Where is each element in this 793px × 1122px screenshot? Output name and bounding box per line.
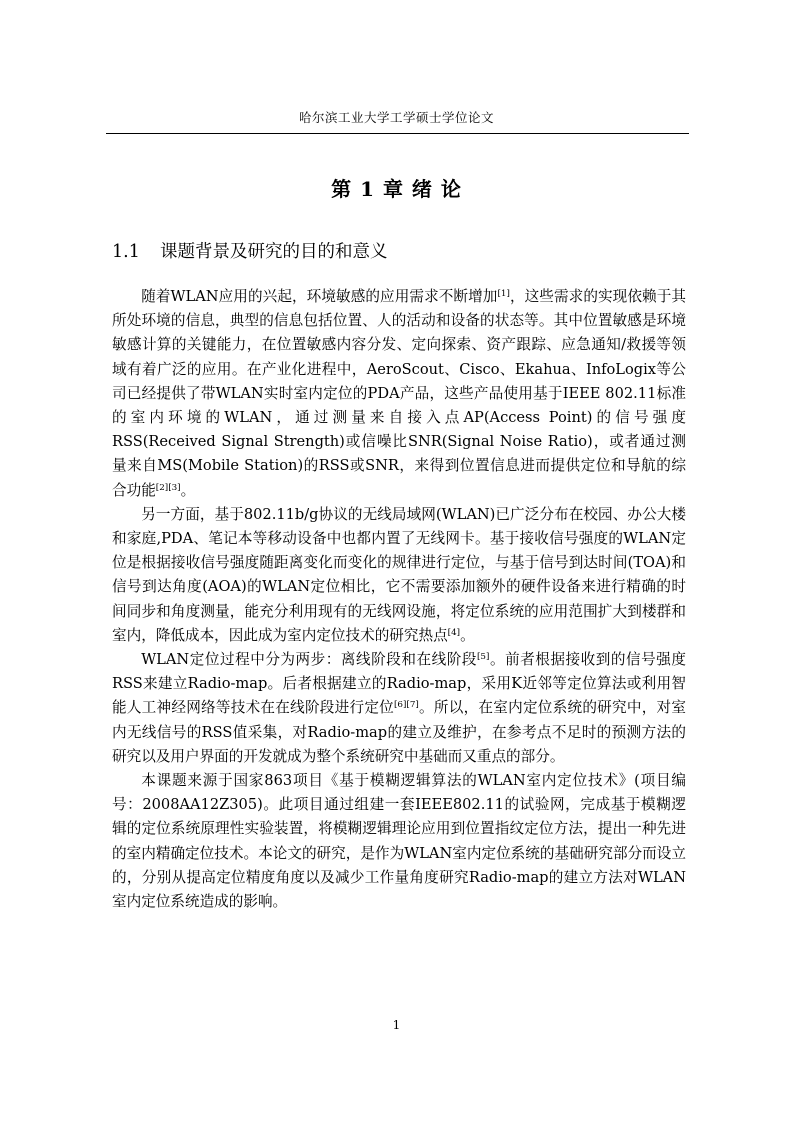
paragraph-text: 随着WLAN应用的兴起，环境敏感的应用需求不断增加 <box>141 288 498 305</box>
running-header: 哈尔滨工业大学工学硕士学位论文 <box>298 110 494 125</box>
paragraph-text: 。所以，在室内定位系统的研究中，对室内无线信号的RSS值采集，对Radio-map的建立及维护，在参考点不足时的预测方法的研究以及用户界面的开发就成为整个系统研究中基础而又重点的部分。 <box>112 699 686 765</box>
header-rule <box>106 133 689 134</box>
citation-ref: [2][3] <box>155 482 181 493</box>
paragraph-text: 。 <box>180 481 196 499</box>
paragraph-text: WLAN定位过程中分为两步：离线阶段和在线阶段 <box>141 651 478 669</box>
paragraph-text: 本课题来源于国家863项目《基于模糊逻辑算法的WLAN室内定位技术》(项目编号：2008AA12Z305)。此项目通过组建一套IEEE802.11的试验网，完成基于模糊逻辑的定位系统原理性实验装置，将模糊逻辑理论应用到位置指纹定位方法，提出一种先进的室内精确定位技术。本论文的研究，是作为WLAN室内定位系统的基础研究部分而设立的，分别从提高定位精度角度以及减少工作量角度研究Radio-map的建立方法对WLAN室内定位系统造成的影响。 <box>112 772 686 911</box>
citation-ref: [5] <box>477 651 490 662</box>
paragraph-text: 另一方面，基于802.11b/g协议的无线局域网(WLAN)已广泛分布在校园、办公大楼和家庭,PDA、笔记本等移动设备中也都内置了无线网卡。基于接收信号强度的WLAN定位是根据接收信号强度随距离变化而变化的规律进行定位，与基于信号到达时间(TOA)和信号到达角度(AOA)的WLAN定位相比，它不需要添加额外的硬件设备来进行精确的时间同步和角度测量，能充分利用现有的无线网设施，将定位系统的应用范围扩大到楼群和室内，降低成本，因此成为室内定位技术的研究热点 <box>112 505 686 644</box>
citation-ref: [1] <box>497 288 510 299</box>
body-text <box>112 285 686 914</box>
citation-ref: [4] <box>447 627 461 638</box>
paragraph-text: 。 <box>460 626 475 644</box>
paragraph <box>112 503 686 648</box>
paragraph-text: 。前者根据接收到的信号强度RSS来建立Radio-map。后者根据建立的Radio-map，采用K近邻等定位算法或利用智能人工神经网络等技术在在线阶段进行定位 <box>112 651 686 717</box>
chapter-title: 第 1 章 绪 论 <box>331 177 462 201</box>
citation-ref: [6][7] <box>394 700 419 711</box>
page-number: 1 <box>392 1018 401 1032</box>
paragraph <box>112 285 686 503</box>
section-number: 1.1 <box>112 242 140 262</box>
paragraph <box>112 648 686 769</box>
section-title: 课题背景及研究的目的和意义 <box>160 242 388 262</box>
paragraph-text: ，这些需求的实现依赖于其所处环境的信息，典型的信息包括位置、人的活动和设备的状态等。其中位置敏感是环境敏感计算的关键能力，在位置敏感内容分发、定向探索、资产跟踪、应急通知/救援等领域有着广泛的应用。在产业化进程中，AeroScout、Cisco、Ekahua、InfoLogix等公司已经提供了带WLAN实时室内定位的PDA产品，这些产品使用基于IEEE 802.11标准的室内环境的WLAN，通过测量来自接入点AP(Access Point)的信号强度RSS(Received Signal Strength)或信噪比SNR(Signal Noise Ratio)，或者通过测量来自MS(Mobile Station)的RSS或SNR，来得到位置信息进而提供定位和导航的综合功能 <box>112 288 686 499</box>
paragraph <box>112 769 686 914</box>
section-heading <box>112 238 388 263</box>
